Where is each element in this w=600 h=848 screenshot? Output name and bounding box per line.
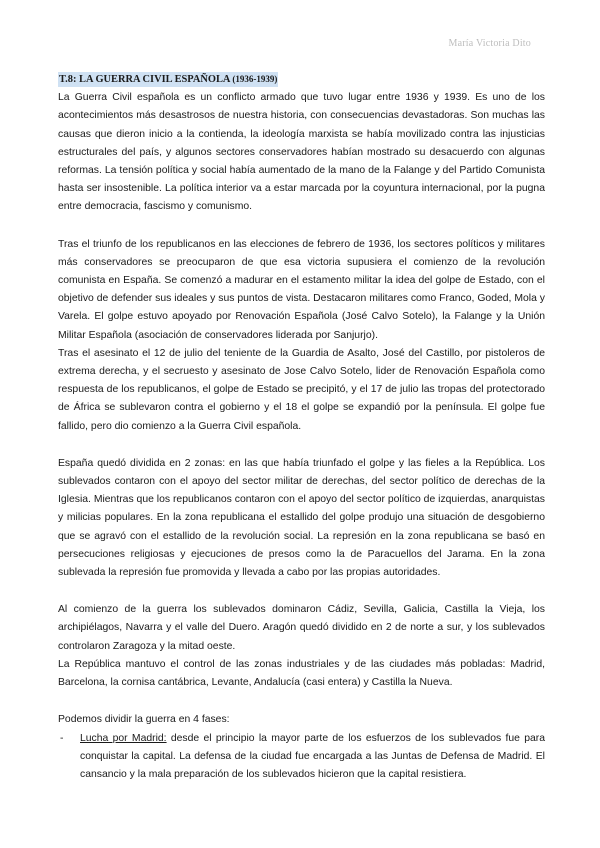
paragraph-republic-territory: La República mantuvo el control de las zonas industriales y de las ciudades más pobladas: Madrid, Barcelona, la cornisa cantábrica, Levante, Andalucía (casi entera) y Castilla la Nueva.	[58, 658, 545, 689]
phases-list	[58, 730, 545, 785]
paragraph-rebel-territory: Al comienzo de la guerra los sublevados dominaron Cádiz, Sevilla, Galicia, Castilla la Vieja, los archipiélagos, Navarra y el valle del Duero. Aragón quedó dividido en 2 de norte a sur, y los sublevados controlaron Zaragoza y la mitad oeste.	[58, 604, 545, 652]
title-years: (1936-1939)	[232, 74, 278, 84]
paragraph-coup-trigger: Tras el asesinato el 12 de julio del teniente de la Guardia de Asalto, José del Castillo, por pistoleros de extrema derecha, y el secruesto y asesinato de Jose Calvo Sotelo, lider de Renovación Española como respuesta de los republicanos, el golpe de Estado se precipitó, y el 17 de julio las tropas del protectorado de África se sublevaron contra el gobierno y el 18 el golpe se expandió por la península. El golpe fue fallido, pero dio comienzo a la Guerra Civil española.	[58, 347, 545, 432]
phase-text: desde el principio la mayor parte de los esfuerzos de los sublevados fue para conquistar la capital. La defensa de la ciudad fue encargada a las Juntas de Defensa de Madrid. El cansancio y la mala preparación de los sublevados hicieron que la capital resistiera.	[80, 732, 546, 780]
list-item	[58, 730, 545, 785]
title-text: T.8: LA GUERRA CIVIL ESPAÑOLA	[59, 74, 230, 85]
document-title	[58, 72, 278, 87]
document-body	[58, 71, 545, 784]
header-author: María Victoria Dito	[448, 38, 531, 49]
phase-name: Lucha por Madrid:	[80, 732, 167, 744]
paragraph-two-zones: España quedó dividida en 2 zonas: en las que había triunfado el golpe y las fieles a la República. Los sublevados contaron con el apoyo del sector militar de derechas, del sector político de derechas de la Iglesia. Mientras que los republicanos contaron con el apoyo del sector político de izquierdas, anarquistas y milicias populares. En la zona republicana el estallido del golpe produjo una situación de desgobierno que se agravó con el estallido de la revolución social. La represión en la zona republicana se basó en persecuciones religiosas y ejecuciones de presos como la de Paracuellos del Jarama. En la zona sublevada la represión fue promovida y llevada a cabo por las propias autoridades.	[58, 457, 545, 579]
list-bullet: -	[60, 732, 64, 744]
paragraph-introduction: La Guerra Civil española es un conflicto armado que tuvo lugar entre 1936 y 1939. Es uno de los acontecimientos más desastrosos de nuestra historia, con consecuencias devastadoras. Son muchas las causas que dieron inicio a la contienda, la ideología marxista se había movilizado contra las injusticias estructurales del país, y algunos sectores conservadores habían mostrado su desacuerdo con algunas reformas. La tensión política y social había aumentado de la mano de la Falange y del Partido Comunista hasta ser insostenible. La política interior va a estar marcada por la coyuntura internacional, por la pugna entre democracia, fascismo y comunismo.	[58, 92, 545, 213]
paragraph-coup-preparation: Tras el triunfo de los republicanos en las elecciones de febrero de 1936, los sectores políticos y militares más conservadores se preocuparon de que esa victoria supusiera el comienzo de la revolución comunista en España. Se comenzó a madurar en el estamento militar la idea del golpe de Estado, con el objetivo de defender sus ideales y sus puntos de vista. Destacaron militares como Franco, Goded, Mola y Varela. El golpe estuvo apoyado por Renovación Española (José Calvo Sotelo), la Falange y la Unión Militar Española (asociación de conservadores liderada por Sanjurjo).	[58, 238, 545, 341]
phases-intro: Podemos dividir la guerra en 4 fases:	[58, 714, 230, 726]
